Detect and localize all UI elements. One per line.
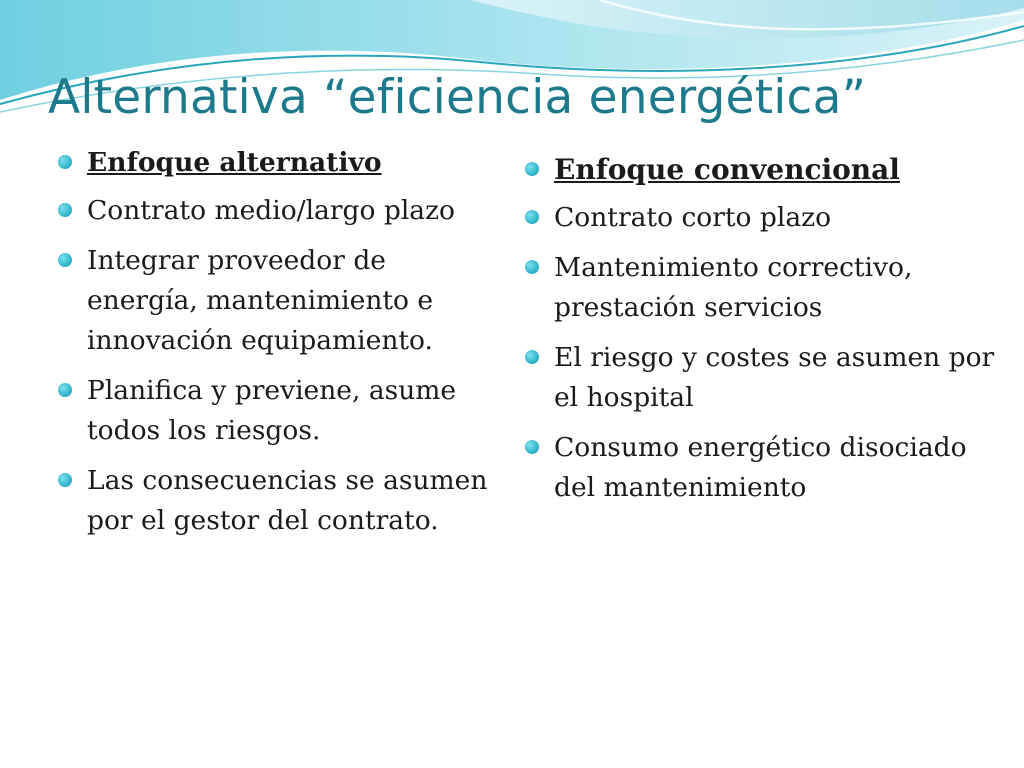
- list-item-text: Enfoque alternativo: [87, 147, 382, 178]
- list-item-text: Las consecuencias se asumen por el gestor del contrato.: [87, 465, 488, 536]
- bullet-icon: [58, 383, 72, 397]
- list-item-text: El riesgo y costes se asumen por el hospital: [554, 342, 995, 413]
- slide-title: Alternativa “eficiencia energética”: [48, 70, 867, 125]
- bullet-icon: [58, 203, 72, 217]
- list-item-text: Contrato medio/largo plazo: [87, 195, 456, 226]
- bullet-icon: [58, 155, 72, 169]
- list-item-text: Planifica y previene, asume todos los riesgos.: [87, 375, 457, 446]
- list-item-text: Mantenimiento correctivo, prestación servicios: [554, 252, 913, 323]
- list-item-heading: [525, 150, 995, 190]
- bullet-icon: [58, 253, 72, 267]
- list-item-text: Consumo energético disociado del mantenimiento: [554, 432, 967, 503]
- list-item: [525, 198, 995, 238]
- bullet-icon: [58, 473, 72, 487]
- right-column-list: [525, 150, 995, 518]
- bullet-icon: [525, 350, 539, 364]
- list-item-text: Integrar proveedor de energía, mantenimiento e innovación equipamiento.: [87, 245, 434, 356]
- list-item-heading: [58, 143, 498, 183]
- bullet-icon: [525, 260, 539, 274]
- list-item: [525, 428, 995, 508]
- list-item: [525, 338, 995, 418]
- bullet-icon: [525, 440, 539, 454]
- bullet-icon: [525, 210, 539, 224]
- list-item: [525, 248, 995, 328]
- list-item: [58, 371, 498, 451]
- list-item: [58, 461, 498, 541]
- list-item-text: Contrato corto plazo: [554, 202, 832, 233]
- list-item: [58, 241, 498, 361]
- list-item-text: Enfoque convencional: [554, 153, 900, 186]
- list-item: [58, 191, 498, 231]
- left-column-list: [58, 143, 498, 551]
- bullet-icon: [525, 162, 539, 176]
